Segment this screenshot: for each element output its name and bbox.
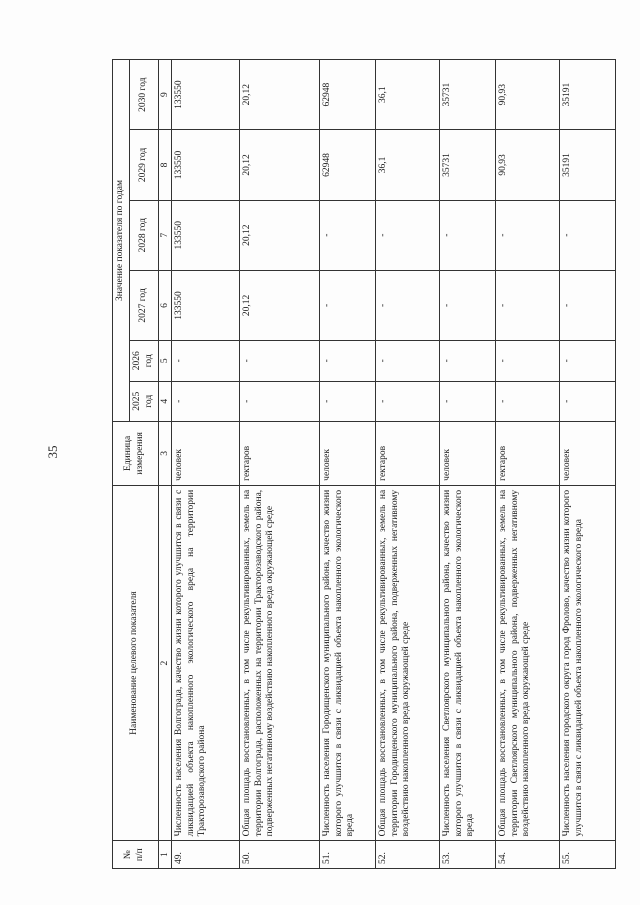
indicator-value: - xyxy=(559,381,615,421)
indicator-value: - xyxy=(319,341,375,381)
indicator-name: Общая площадь восстановленных, в том числе рекультивированных, земель на территории Светлоярского муниципального района, подверженных негативному воздействию накопленного вреда окружающей среде xyxy=(495,485,559,841)
indicator-value: - xyxy=(239,341,319,381)
indicator-value: 20,12 xyxy=(239,270,319,340)
header-year: 2029 год xyxy=(129,130,158,200)
row-number: 53. xyxy=(439,841,495,869)
indicator-name: Численность населения Городищенского муниципального района, качество жизни которого улучшится в связи с ликвидацией объекта накопленного экологического вреда xyxy=(319,485,375,841)
column-index: 7 xyxy=(158,200,171,270)
column-index-row xyxy=(158,60,171,869)
indicator-value: 62948 xyxy=(319,60,375,130)
indicator-value: - xyxy=(171,381,239,421)
indicator-value: - xyxy=(559,341,615,381)
indicator-value: - xyxy=(439,341,495,381)
row-number: 49. xyxy=(171,841,239,869)
table-row xyxy=(239,60,319,869)
table-row xyxy=(495,60,559,869)
indicator-value: - xyxy=(171,341,239,381)
indicator-value: 133550 xyxy=(171,270,239,340)
page-number: 35 xyxy=(45,445,60,459)
row-number: 55. xyxy=(559,841,615,869)
row-number: 50. xyxy=(239,841,319,869)
header-year: 2026 год xyxy=(129,341,158,381)
indicator-value: 35191 xyxy=(559,130,615,200)
column-index: 3 xyxy=(158,421,171,485)
header-year: 2028 год xyxy=(129,200,158,270)
header-year-group: Значение показателя по годам xyxy=(113,60,130,422)
indicator-value: 36,1 xyxy=(375,60,439,130)
indicator-value: - xyxy=(559,270,615,340)
indicator-value: - xyxy=(495,341,559,381)
indicator-value: 20,12 xyxy=(239,60,319,130)
row-number: 52. xyxy=(375,841,439,869)
indicator-name: Численность населения Волгограда, качество жизни которого улучшится в связи с ликвидацией объекта накопленного экологического вреда на территории Тракторозаводского района xyxy=(171,485,239,841)
indicator-unit: человек xyxy=(171,421,239,485)
indicator-name: Общая площадь восстановленных, в том числе рекультивированных, земель на территории Волгограда, расположенных на территории Тракторозаводского района, подверженных негативному воздействию накопленного вреда окружающей среде xyxy=(239,485,319,841)
column-index: 2 xyxy=(158,485,171,841)
indicator-value: 62948 xyxy=(319,130,375,200)
table-row xyxy=(375,60,439,869)
indicator-value: 133550 xyxy=(171,130,239,200)
table-row xyxy=(559,60,615,869)
indicator-name: Численность населения Светлоярского муниципального района, качество жизни которого улучшится в связи с ликвидацией объекта накопленного экологического вреда xyxy=(439,485,495,841)
rotated-table-container xyxy=(112,59,616,869)
indicator-unit: гектаров xyxy=(239,421,319,485)
indicator-value: - xyxy=(559,200,615,270)
indicator-unit: гектаров xyxy=(375,421,439,485)
indicator-unit: человек xyxy=(319,421,375,485)
table-row xyxy=(171,60,239,869)
indicator-value: - xyxy=(439,381,495,421)
indicator-value: - xyxy=(239,381,319,421)
header-year: 2027 год xyxy=(129,270,158,340)
indicator-value: 133550 xyxy=(171,200,239,270)
indicator-value: - xyxy=(439,270,495,340)
column-index: 9 xyxy=(158,60,171,130)
indicator-value: - xyxy=(375,381,439,421)
indicator-name: Численность населения городского округа город Фролово, качество жизни которого улучшится в связи с ликвидацией объекта накопленного экологического вреда xyxy=(559,485,615,841)
column-index: 4 xyxy=(158,381,171,421)
indicator-value: 35731 xyxy=(439,60,495,130)
indicator-value: 20,12 xyxy=(239,200,319,270)
indicator-value: 133550 xyxy=(171,60,239,130)
indicator-value: - xyxy=(319,200,375,270)
column-index: 5 xyxy=(158,341,171,381)
header-unit: Единица измерения xyxy=(113,421,159,485)
indicator-unit: человек xyxy=(439,421,495,485)
indicator-value: - xyxy=(375,200,439,270)
column-index: 6 xyxy=(158,270,171,340)
indicator-value: - xyxy=(439,200,495,270)
indicator-value: 90,93 xyxy=(495,60,559,130)
table-row xyxy=(439,60,495,869)
indicator-unit: человек xyxy=(559,421,615,485)
indicator-unit: гектаров xyxy=(495,421,559,485)
row-number: 54. xyxy=(495,841,559,869)
indicator-value: - xyxy=(319,270,375,340)
indicator-value: 90,93 xyxy=(495,130,559,200)
indicator-value: - xyxy=(495,270,559,340)
column-index: 1 xyxy=(158,841,171,869)
header-year: 2030 год xyxy=(129,60,158,130)
indicator-value: - xyxy=(495,200,559,270)
column-index: 8 xyxy=(158,130,171,200)
indicator-value: 20,12 xyxy=(239,130,319,200)
indicator-value: 35191 xyxy=(559,60,615,130)
header-name: Наименование целевого показателя xyxy=(113,485,159,841)
indicator-value: - xyxy=(319,381,375,421)
indicators-table xyxy=(112,59,616,869)
indicator-value: - xyxy=(375,341,439,381)
row-number: 51. xyxy=(319,841,375,869)
table-row xyxy=(319,60,375,869)
indicator-value: - xyxy=(495,381,559,421)
indicator-name: Общая площадь восстановленных, в том числе рекультивированных, земель на территории Городищенского муниципального района, подверженных негативному воздействию накопленного вреда окружающей среде xyxy=(375,485,439,841)
header-year: 2025 год xyxy=(129,381,158,421)
indicator-value: 35731 xyxy=(439,130,495,200)
indicator-value: 36,1 xyxy=(375,130,439,200)
indicator-value: - xyxy=(375,270,439,340)
header-num: № п/п xyxy=(113,841,159,869)
